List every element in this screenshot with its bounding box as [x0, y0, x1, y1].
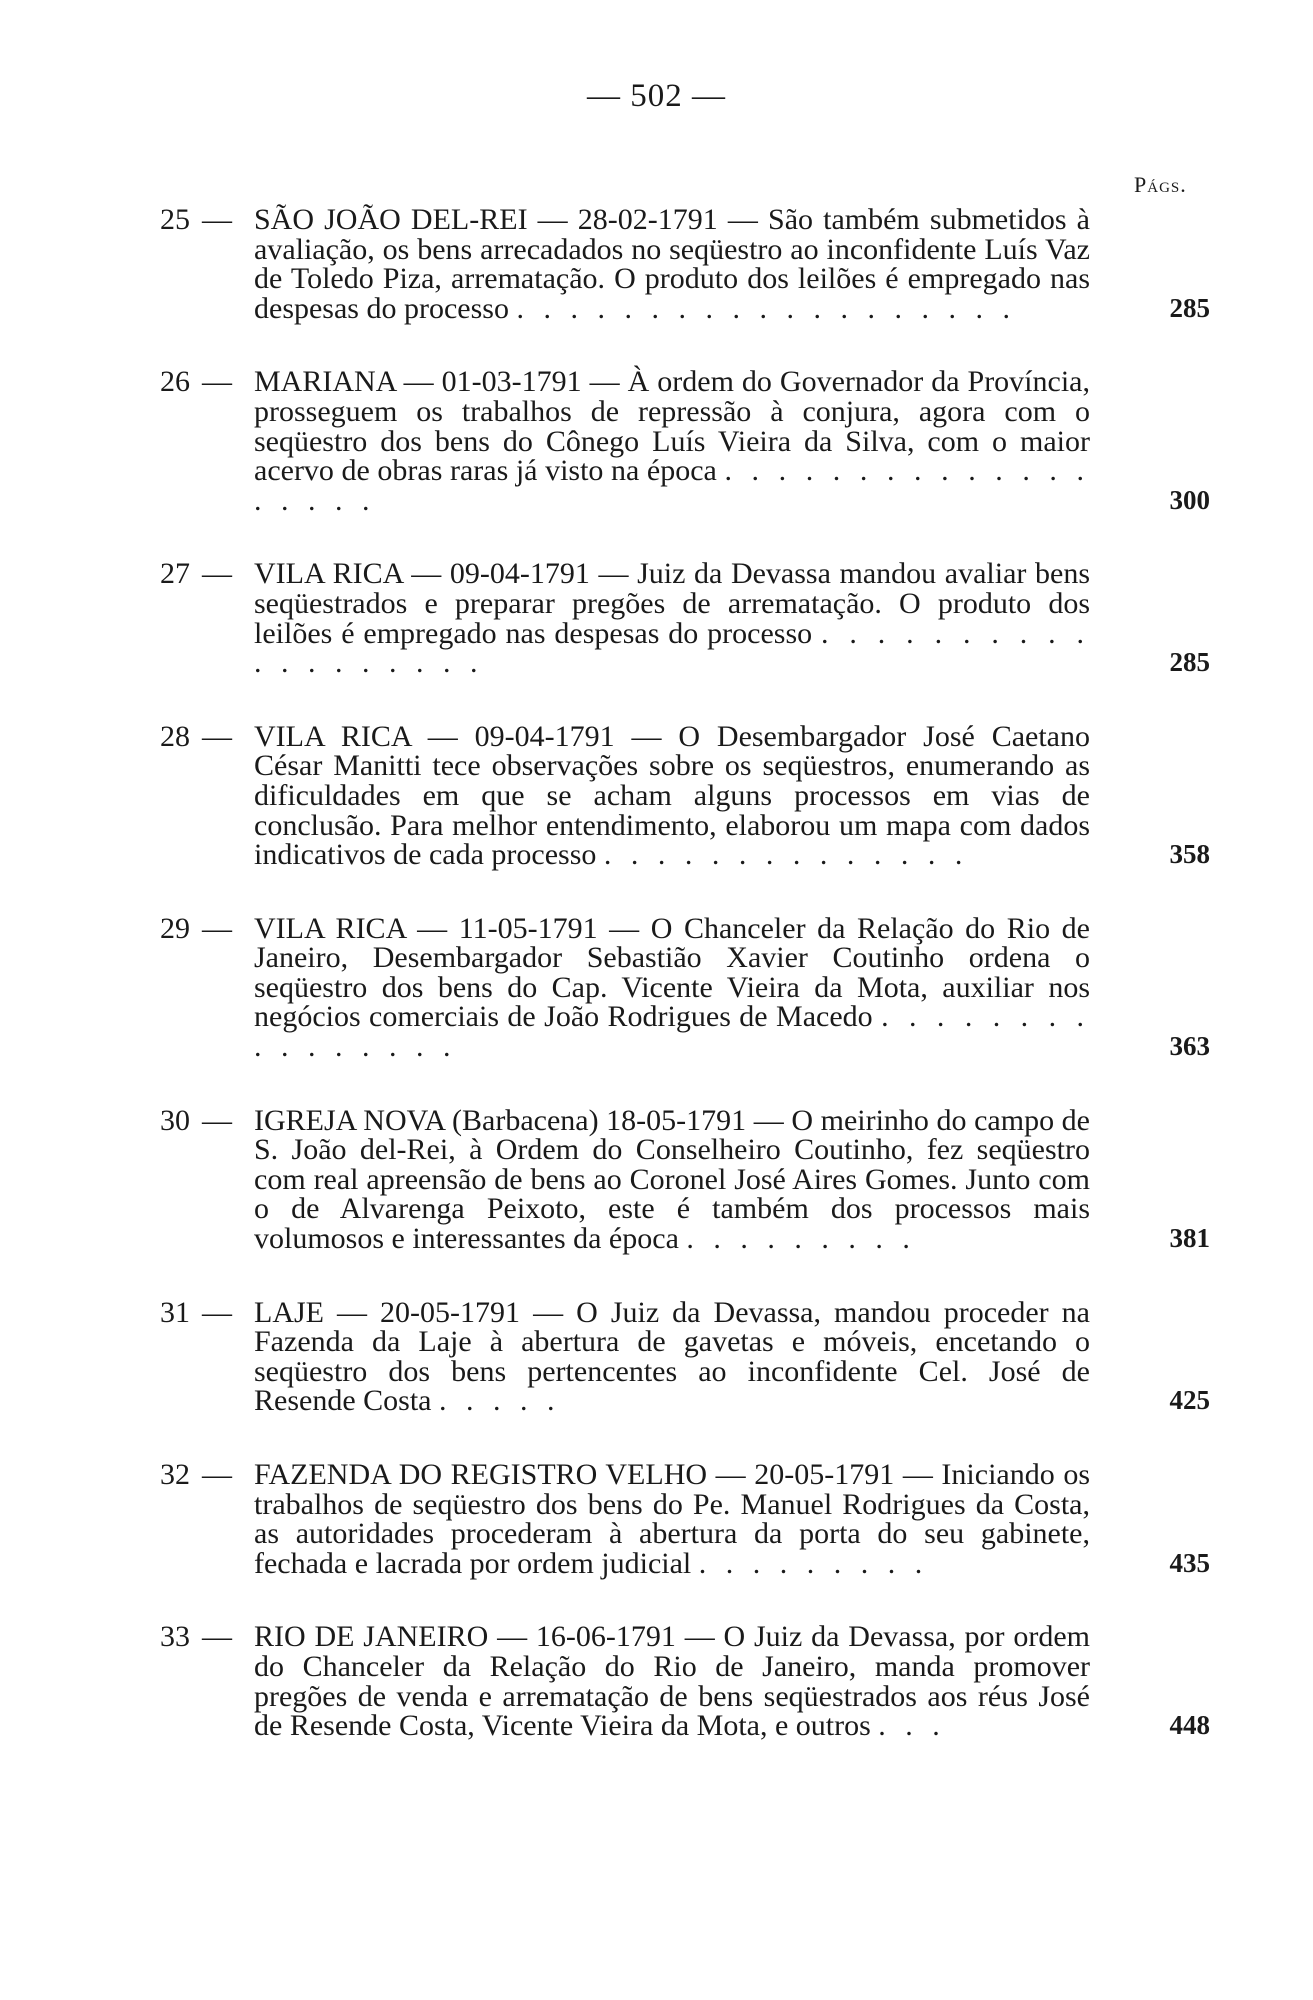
entry-number: 25	[160, 203, 190, 236]
dot-leader: . . . . . . . . . . . . . . . . . . .	[254, 616, 1090, 680]
entry-text: SÃO JOÃO DEL-REI — 28-02-1791 — São também submetidos à avaliação, os bens arrecadados no seqüestro ao inconfidente Luís Vaz de Toledo Piza, arrematação. O produto dos leilões é empregado nas despesas do processo	[254, 203, 1090, 325]
list-item	[160, 205, 1210, 323]
entry-page-number: 425	[1169, 1385, 1210, 1416]
dot-leader: . . . . . . . . . . . . . . . .	[254, 1000, 1091, 1064]
entry-page-number: 363	[1169, 1031, 1210, 1062]
entry-text-block	[254, 1620, 1090, 1743]
entry-dash: —	[202, 557, 232, 591]
entry-text-block	[254, 1460, 1090, 1578]
entry-page-number: 448	[1169, 1710, 1210, 1741]
entry-number: 30	[160, 1103, 190, 1137]
pages-column-header: Págs.	[1134, 172, 1187, 197]
entry-number: 27	[160, 557, 190, 591]
entry-dash: —	[202, 719, 232, 753]
dot-leader: . . . . . . . . . . . . . . . . . . .	[516, 291, 1016, 325]
entry-page-number: 300	[1169, 484, 1210, 515]
dot-leader: . . . . . . . . . . . . . .	[603, 838, 969, 872]
entry-number: 29	[160, 911, 190, 945]
entry-text: LAJE — 20-05-1791 — O Juiz da Devassa, mandou proceder na Fazenda da Laje à abertura de gavetas e móveis, encetando o seqüestro dos bens pertencentes ao inconfidente Cel. José de Resende Costa	[254, 1295, 1090, 1418]
list-item	[160, 911, 1210, 1064]
dot-leader: . . . . . . . . .	[698, 1546, 929, 1580]
entry-number: 26	[160, 365, 190, 399]
entry-text-block	[254, 1103, 1090, 1256]
entry-number: 31	[160, 1295, 190, 1329]
entry-text: MARIANA — 01-03-1791 — À ordem do Governador da Província, prosseguem os trabalhos de repressão à conjura, agora com o seqüestro dos bens do Cônego Luís Vieira da Silva, com o maior acervo de obras raras já visto na época	[254, 365, 1090, 488]
entry-text: VILA RICA — 09-04-1791 — O Desembargador José Caetano César Manitti tece observações sobre os seqüestros, enumerando as dificuldades em que se acham alguns processos em vias de conclusão. Para melhor entendimento, elaborou um mapa com dados indicativos de cada processo	[254, 719, 1090, 872]
entry-page-number: 358	[1169, 839, 1210, 870]
list-item	[160, 1620, 1210, 1743]
dot-leader: . . .	[878, 1709, 946, 1743]
entry-dash: —	[202, 1295, 232, 1329]
entry-text: RIO DE JANEIRO — 16-06-1791 — O Juiz da Devassa, por ordem do Chanceler da Relação do Rio de Janeiro, manda promover pregões de venda e arrematação de bens seqüestrados aos réus José de Resende Costa, Vicente Vieira da Mota, e outros	[254, 1620, 1090, 1743]
entry-text-block	[254, 719, 1090, 872]
list-item	[160, 1460, 1210, 1578]
list-item	[160, 1295, 1210, 1418]
list-item	[160, 1103, 1210, 1256]
list-item	[160, 557, 1210, 680]
entry-dash: —	[202, 911, 232, 945]
entry-dash: —	[202, 203, 232, 236]
entry-page-number: 285	[1169, 647, 1210, 678]
page-number: — 502 —	[587, 78, 726, 114]
entry-number: 28	[160, 719, 190, 753]
entry-text-block	[254, 367, 1090, 515]
entry-text: IGREJA NOVA (Barbacena) 18-05-1791 — O meirinho do campo de S. João del-Rei, à Ordem do Conselheiro Coutinho, fez seqüestro com real apreensão de bens ao Coronel José Aires Gomes. Junto com o de Alvarenga Peixoto, este é também dos processos mais volumosos e interessantes da época	[254, 1103, 1090, 1256]
entry-text-block	[254, 1295, 1090, 1418]
entry-number: 32	[160, 1458, 190, 1491]
entry-list	[160, 205, 1210, 1785]
entry-text: VILA RICA — 11-05-1791 — O Chanceler da Relação do Rio de Janeiro, Desembargador Sebastião Xavier Coutinho ordena o seqüestro dos bens do Cap. Vicente Vieira da Mota, auxiliar nos negócios comerciais de João Rodrigues de Macedo	[254, 911, 1090, 1034]
entry-text-block	[254, 911, 1091, 1064]
list-item	[160, 719, 1210, 872]
entry-dash: —	[202, 1458, 232, 1491]
entry-text-block	[254, 205, 1090, 323]
entry-text: VILA RICA — 09-04-1791 — Juiz da Devassa mandou avaliar bens seqüestrados e preparar pregões de arrematação. O produto dos leilões é empregado nas despesas do processo	[254, 557, 1090, 650]
dot-leader: . . . . . . . . .	[686, 1222, 916, 1256]
list-item	[160, 367, 1210, 515]
entry-page-number: 285	[1169, 292, 1210, 323]
entry-page-number: 381	[1169, 1223, 1210, 1254]
entry-dash: —	[202, 1620, 232, 1654]
entry-text-block	[254, 557, 1090, 680]
entry-text: FAZENDA DO REGISTRO VELHO — 20-05-1791 — Iniciando os trabalhos de seqüestro dos bens do Pe. Manuel Rodrigues da Costa, as autoridades procederam à abertura da porta do seu gabinete, fechada e lacrada por ordem judicial	[254, 1458, 1090, 1580]
entry-page-number: 435	[1169, 1547, 1210, 1578]
dot-leader: . . . . .	[438, 1384, 561, 1418]
entry-number: 33	[160, 1620, 190, 1654]
dot-leader: . . . . . . . . . . . . . . . . . . .	[254, 454, 1091, 517]
entry-dash: —	[202, 1103, 232, 1137]
entry-dash: —	[202, 365, 232, 399]
